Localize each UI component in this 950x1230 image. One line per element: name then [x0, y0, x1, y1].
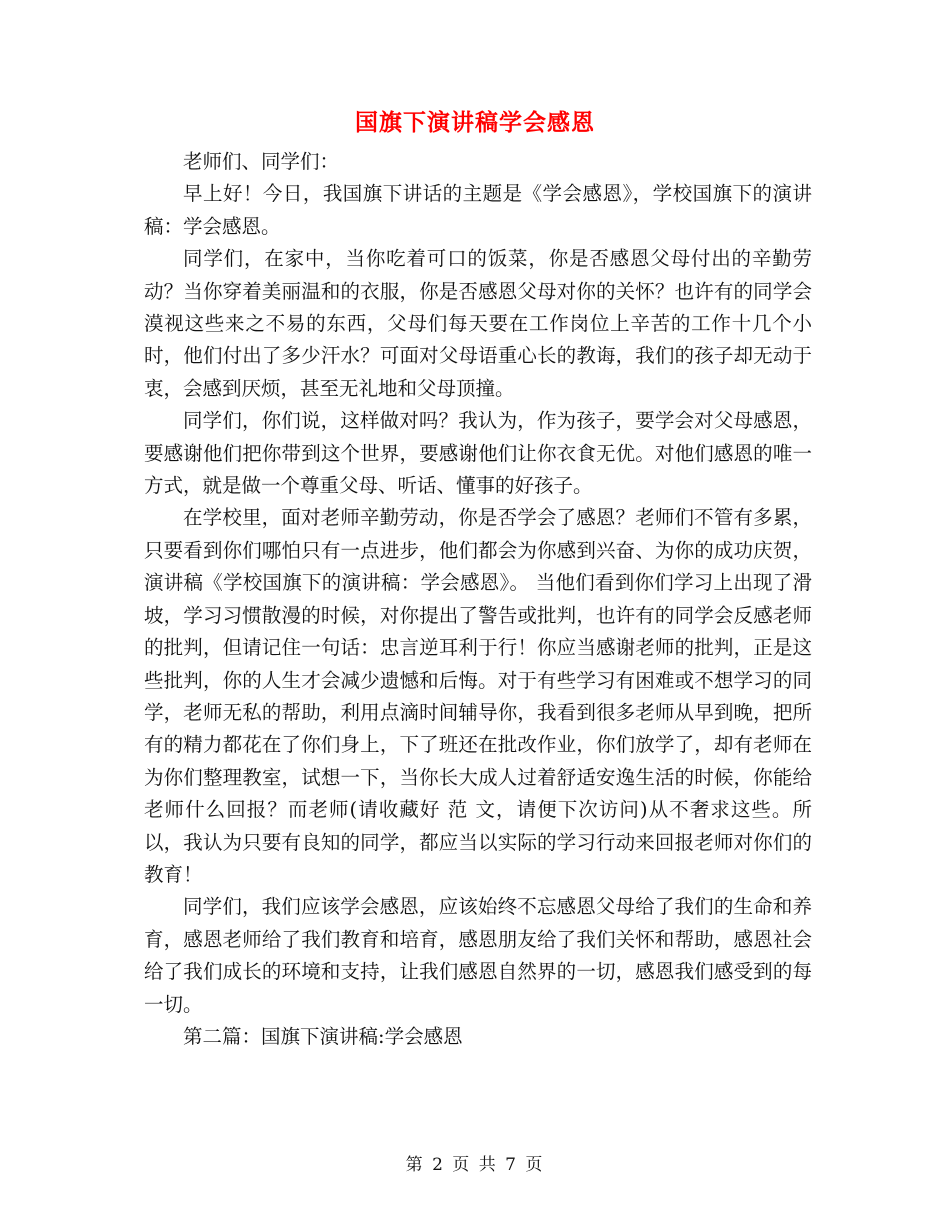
paragraph-teachers: 在学校里，面对老师辛勤劳动，你是否学会了感恩？老师们不管有多累，只要看到你们哪怕只有一点进步，他们都会为你感到兴奋、为你的成功庆贺，演讲稿《学校国旗下的演讲稿：学会感恩》。 当他们看到你们学习上出现了滑坡，学习习惯散漫的时候，对你提出了警告或批判，也许有的同学会反感老师的批判，但请记住一句话：忠言逆耳利于行！你应当感谢老师的批判，正是这些批判，你的人生才会减少遗憾和后悔。对于有些学习有困难或不想学习的同学，老师无私的帮助，利用点滴时间辅导你，我看到很多老师从早到晚，把所有的精力都花在了你们身上，下了班还在批改作业，你们放学了，却有老师在为你们整理教室，试想一下，当你长大成人过着舒适安逸生活的时候，你能给老师什么回报？而老师(请收藏好 范 文，请便下次访问)从不奢求这些。所以，我认为只要有良知的同学，都应当以实际的学习行动来回报老师对你们的教育！	[144, 506, 812, 886]
document-body	[144, 146, 812, 1053]
page-number-footer: 第 2 页 共 7 页	[405, 1155, 545, 1175]
paragraph-opening: 早上好！今日，我国旗下讲话的主题是《学会感恩》，学校国旗下的演讲稿：学会感恩。	[144, 182, 812, 238]
paragraph-conclusion: 同学们，我们应该学会感恩，应该始终不忘感恩父母给了我们的生命和养育，感恩老师给了我们教育和培育，感恩朋友给了我们关怀和帮助，感恩社会给了我们成长的环境和支持，让我们感恩自然界的一切，感恩我们感受到的每一切。	[144, 895, 812, 1016]
paragraph-parents: 同学们，在家中，当你吃着可口的饭菜，你是否感恩父母付出的辛勤劳动？当你穿着美丽温和的衣服，你是否感恩父母对你的关怀？也许有的同学会漠视这些来之不易的东西，父母们每天要在工作岗位上辛苦的工作十几个小时，他们付出了多少汗水？可面对父母语重心长的教诲，我们的孩子却无动于衷，会感到厌烦，甚至无礼地和父母顶撞。	[144, 247, 812, 400]
paragraph-greeting: 老师们、同学们：	[183, 150, 340, 173]
paragraph-second-article: 第二篇：国旗下演讲稿:学会感恩	[183, 1024, 463, 1048]
paragraph-gratitude-parents: 同学们，你们说，这样做对吗？我认为，作为孩子，要学会对父母感恩，要感谢他们把你带到这个世界，要感谢他们让你衣食无优。对他们感恩的唯一方式，就是做一个尊重父母、听话、懂事的好孩子。	[144, 409, 812, 498]
document-title: 国旗下演讲稿学会感恩	[355, 109, 595, 136]
